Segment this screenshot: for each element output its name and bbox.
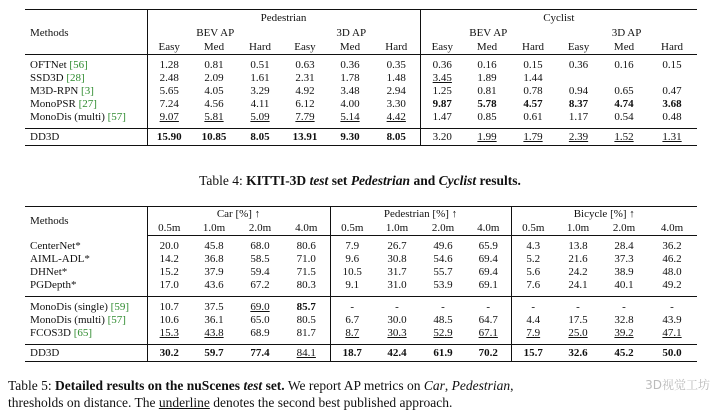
- table-cell: 7.79: [283, 111, 327, 129]
- table-cell: 0.15: [662, 59, 682, 71]
- table-cell: 48.5: [433, 314, 453, 326]
- table-cell: 58.5: [250, 253, 270, 265]
- table-cell: 77.4: [237, 345, 283, 362]
- table-cell: 3.68: [662, 98, 682, 110]
- table-row: [25, 314, 697, 327]
- method-name-cell: [25, 98, 147, 111]
- table5-group-car: Car [%] ↑: [147, 207, 330, 222]
- table-cell: 80.5: [283, 314, 330, 327]
- caption-bold: set: [328, 173, 351, 188]
- table-cell: 13.8: [568, 240, 588, 252]
- table-cell: 68.9: [237, 327, 283, 345]
- method-name: PGDepth*: [30, 279, 77, 291]
- table-cell: 5.2: [526, 253, 541, 265]
- table-cell: 67.2: [237, 279, 283, 297]
- table5-level-label: 2.0m: [237, 221, 283, 236]
- citation-ref: [57]: [107, 314, 126, 326]
- table-cell: 6.12: [295, 98, 315, 110]
- method-name: FCOS3D: [30, 327, 71, 339]
- table-cell: 50.0: [647, 345, 697, 362]
- table-cell: -: [576, 301, 580, 313]
- table5-caption: [8, 377, 720, 411]
- table-cell: 0.94: [568, 85, 589, 97]
- caption-bold: set.: [262, 378, 285, 393]
- table-cell: 28.4: [614, 240, 634, 252]
- table-cell: 43.6: [191, 279, 237, 297]
- table-cell: 15.90: [147, 129, 191, 146]
- table-cell: 32.8: [614, 314, 634, 326]
- table-cell: 49.6: [433, 240, 453, 252]
- table5-level-label: 1.0m: [191, 221, 237, 236]
- table-cell: 68.0: [250, 240, 270, 252]
- table-cell: 0.16: [477, 59, 497, 71]
- table-cell: 0.36: [340, 59, 360, 71]
- table-5: [25, 206, 697, 362]
- table5-level-label: 1.0m: [555, 221, 601, 236]
- table5-methods-header: Methods: [25, 207, 147, 236]
- table-cell: 3.48: [340, 85, 360, 97]
- table-cell: 26.7: [387, 240, 407, 252]
- table-row: [25, 279, 697, 297]
- table-cell: 71.5: [283, 266, 330, 279]
- table-cell: 1.89: [477, 72, 497, 84]
- method-name-cell: [25, 266, 147, 279]
- method-name-cell: [25, 279, 147, 297]
- table-cell: 0.61: [510, 111, 556, 129]
- table4-group-pedestrian: Pedestrian: [147, 10, 420, 27]
- table-cell: 9.87: [432, 98, 452, 110]
- method-name-cell: [25, 72, 147, 85]
- table-cell: -: [622, 301, 626, 313]
- table-cell: 81.7: [283, 327, 330, 345]
- table4-level-label: Easy: [147, 40, 191, 55]
- caption-bold: and: [410, 173, 439, 188]
- table-cell: -: [441, 301, 445, 313]
- method-name-cell: [25, 111, 147, 129]
- table-cell: 70.2: [466, 345, 511, 362]
- table-cell: 7.9: [511, 327, 555, 345]
- table4-level-label: Easy: [420, 40, 464, 55]
- table-cell: 1.79: [510, 129, 556, 146]
- table-cell: 31.0: [374, 279, 420, 297]
- table-cell: 0.35: [373, 55, 420, 73]
- table-cell: 0.15: [523, 59, 543, 71]
- caption-italic: Car: [423, 378, 445, 393]
- citation-ref: [28]: [66, 72, 85, 84]
- table-row: [25, 55, 697, 73]
- caption-text: ,: [444, 378, 452, 393]
- table-cell: 52.9: [420, 327, 466, 345]
- table-cell: 32.6: [555, 345, 601, 362]
- table-cell: 1.47: [420, 111, 464, 129]
- table-cell: 8.7: [330, 327, 374, 345]
- table-cell: [601, 72, 647, 85]
- table-cell: 0.85: [464, 111, 510, 129]
- table-cell: 71.0: [283, 253, 330, 266]
- citation-ref: [65]: [73, 327, 93, 339]
- method-name-cell: [25, 327, 147, 345]
- table-cell: 5.14: [327, 111, 373, 129]
- table-cell: 42.4: [374, 345, 420, 362]
- table-cell: 7.6: [511, 279, 555, 297]
- method-name: DD3D: [25, 345, 147, 362]
- table-cell: 3.29: [250, 85, 270, 97]
- caption-text: We report AP metrics on: [284, 378, 424, 393]
- table-cell: 4.42: [373, 111, 420, 129]
- table-cell: 65.9: [466, 236, 511, 254]
- caption-prefix: Table 4:: [199, 173, 247, 188]
- method-name-cell: [25, 297, 147, 315]
- table-cell: 37.3: [614, 253, 634, 265]
- table-cell: 30.8: [387, 253, 407, 265]
- table-cell: [556, 72, 601, 85]
- table4-methods-header: Methods: [25, 26, 147, 40]
- table-cell: 43.8: [191, 327, 237, 345]
- table-cell: 14.2: [159, 253, 179, 265]
- table-row: [25, 111, 697, 129]
- table-cell: 2.39: [556, 129, 601, 146]
- caption-italic: Pedestrian: [451, 378, 511, 393]
- table-cell: -: [466, 297, 511, 315]
- table-row-final: [25, 129, 697, 146]
- table-cell: 36.1: [204, 314, 224, 326]
- table-cell: 0.65: [614, 85, 634, 97]
- table-cell: 5.65: [159, 85, 179, 97]
- caption-text: denotes the second best published approach.: [209, 395, 453, 410]
- table4-caption: [0, 172, 720, 189]
- table-cell: -: [350, 301, 355, 313]
- method-name: CenterNet*: [30, 239, 81, 252]
- table-row-final: [25, 345, 697, 362]
- table-row: [25, 72, 697, 85]
- table-cell: 0.48: [647, 111, 697, 129]
- table-cell: 2.09: [204, 72, 224, 84]
- table-cell: 39.2: [601, 327, 647, 345]
- table-cell: -: [531, 301, 536, 313]
- table4-level-label: Easy: [556, 40, 601, 55]
- table-cell: 0.16: [614, 59, 634, 71]
- table-cell: 4.4: [526, 314, 541, 326]
- table4-group-cyclist: Cyclist: [420, 10, 697, 27]
- table5-group-bicycle: Bicycle [%] ↑: [511, 207, 697, 222]
- table-cell: 9.1: [330, 279, 374, 297]
- table-cell: 37.9: [204, 266, 224, 278]
- citation-ref: [27]: [78, 98, 97, 110]
- method-name-cell: [25, 55, 147, 73]
- table4-level-label: Hard: [510, 40, 556, 55]
- method-name-cell: [25, 85, 147, 98]
- caption-italic: Pedestrian: [350, 173, 411, 188]
- table5-level-label: 4.0m: [466, 221, 511, 236]
- table-cell: 1.61: [250, 72, 270, 84]
- table-cell: 4.3: [526, 240, 541, 252]
- table-cell: 1.44: [523, 72, 543, 84]
- table-cell: 6.7: [345, 314, 360, 326]
- table-row: [25, 266, 697, 279]
- table4-level-label: Hard: [373, 40, 420, 55]
- table-cell: 1.17: [556, 111, 601, 129]
- caption-text: thresholds on distance. The: [8, 395, 159, 410]
- table-cell: 0.78: [523, 85, 543, 97]
- table-cell: 80.3: [283, 279, 330, 297]
- table-cell: 10.7: [159, 301, 179, 313]
- table4-level-header: [25, 40, 697, 55]
- table4-subgroup-header: [25, 26, 697, 40]
- method-name: M3D-RPN: [30, 85, 79, 97]
- table-cell: 9.6: [345, 253, 360, 265]
- citation-ref: [56]: [69, 59, 88, 71]
- table-cell: 2.94: [373, 85, 420, 98]
- citation-ref: [3]: [81, 85, 94, 97]
- method-name: MonoDis (single): [30, 301, 108, 313]
- table4-level-label: Easy: [283, 40, 327, 55]
- table-cell: 0.63: [295, 59, 315, 71]
- table-cell: 1.31: [647, 129, 697, 146]
- table-cell: [647, 72, 697, 85]
- table4-level-label: Med: [327, 40, 373, 55]
- table-cell: 24.1: [555, 279, 601, 297]
- table-cell: 85.7: [283, 297, 330, 315]
- table5-level-label: 0.5m: [147, 221, 191, 236]
- table-cell: 0.81: [477, 85, 497, 97]
- table-cell: 47.1: [647, 327, 697, 345]
- table-cell: 55.7: [433, 266, 453, 278]
- caption-line-1: [8, 377, 720, 394]
- table-cell: 37.5: [204, 301, 224, 313]
- table-cell: 59.7: [191, 345, 237, 362]
- table-cell: 49.2: [647, 279, 697, 297]
- table-row: [25, 236, 697, 254]
- table-cell: 4.57: [523, 98, 543, 110]
- table-cell: 30.2: [147, 345, 191, 362]
- caption-underline-word: underline: [158, 395, 210, 410]
- table-cell: 2.31: [295, 72, 315, 84]
- table-cell: 0.36: [568, 59, 589, 71]
- table-cell: 54.6: [433, 253, 453, 265]
- table5-level-label: 4.0m: [283, 221, 330, 236]
- caption-bold: KITTI-3D: [246, 173, 310, 188]
- table-cell: 59.4: [250, 266, 270, 278]
- table-cell: 1.99: [464, 129, 510, 146]
- citation-ref: [59]: [110, 301, 129, 313]
- caption-line-2: [8, 394, 720, 411]
- caption-prefix: Table 5:: [8, 378, 56, 393]
- table-cell: 3.20: [420, 129, 464, 146]
- table-cell: 48.0: [662, 266, 682, 278]
- table-cell: 80.6: [283, 236, 330, 254]
- table5-level-label: 1.0m: [374, 221, 420, 236]
- table-row: [25, 98, 697, 111]
- table-cell: 7.24: [159, 98, 179, 110]
- table-cell: 8.37: [568, 98, 589, 110]
- method-name: SSD3D: [30, 72, 64, 84]
- table-cell: -: [670, 301, 674, 313]
- table-cell: 0.54: [601, 111, 647, 129]
- table-cell: 84.1: [283, 345, 330, 362]
- table4-group-header: [25, 10, 697, 27]
- table-cell: 69.1: [466, 279, 511, 297]
- method-name: MonoDis (multi): [30, 111, 105, 123]
- table-cell: 36.2: [662, 240, 682, 252]
- table-4: [25, 9, 697, 146]
- citation-ref: [57]: [107, 111, 126, 123]
- table-cell: 5.81: [191, 111, 237, 129]
- method-name: MonoDis (multi): [30, 314, 105, 326]
- table-cell: 18.7: [330, 345, 374, 362]
- caption-bold: results.: [476, 173, 521, 188]
- table-cell: 61.9: [420, 345, 466, 362]
- method-name: DD3D: [25, 129, 147, 146]
- table-cell: 9.07: [147, 111, 191, 129]
- table-cell: 1.78: [340, 72, 360, 84]
- table-cell: 0.51: [250, 59, 270, 71]
- table-cell: 40.1: [601, 279, 647, 297]
- table-cell: 46.2: [662, 253, 682, 265]
- table-cell: 15.7: [511, 345, 555, 362]
- table-cell: 4.05: [204, 85, 224, 97]
- table-cell: 3.30: [373, 98, 420, 111]
- table4-subgroup: BEV AP: [469, 26, 508, 39]
- table-cell: 0.36: [432, 59, 452, 71]
- table5-level-label: 4.0m: [647, 221, 697, 236]
- table5-group-header: [25, 207, 697, 222]
- table4-subgroup: BEV AP: [196, 26, 235, 39]
- table-cell: 64.7: [466, 314, 511, 327]
- caption-italic: test: [309, 173, 329, 188]
- method-name-cell: [25, 253, 147, 266]
- table-cell: 4.56: [204, 98, 224, 110]
- method-name-cell: [25, 314, 147, 327]
- table5-level-label: 0.5m: [330, 221, 374, 236]
- table-cell: 65.0: [250, 314, 270, 326]
- table4-level-label: Med: [464, 40, 510, 55]
- table-cell: 1.48: [373, 72, 420, 85]
- table-cell: 4.11: [250, 98, 270, 110]
- table4-subgroup: 3D AP: [283, 26, 420, 40]
- table-row: [25, 253, 697, 266]
- table-cell: 45.2: [601, 345, 647, 362]
- table5-level-label: 2.0m: [601, 221, 647, 236]
- table-cell: 0.47: [662, 85, 682, 97]
- table-cell: 20.0: [159, 240, 179, 252]
- table-cell: 10.85: [191, 129, 237, 146]
- table-cell: 5.6: [526, 266, 541, 278]
- table-cell: 0.81: [204, 59, 224, 71]
- table-row: [25, 327, 697, 345]
- table-cell: 45.8: [204, 240, 224, 252]
- method-name: DHNet*: [30, 266, 68, 278]
- method-name-cell: [25, 236, 147, 254]
- table-cell: 7.9: [345, 240, 360, 252]
- table4-level-label: Hard: [237, 40, 283, 55]
- table-cell: 69.0: [250, 301, 270, 313]
- table-cell: 69.4: [466, 266, 511, 279]
- table-cell: 2.48: [159, 72, 179, 84]
- table-cell: 30.0: [387, 314, 407, 326]
- table-cell: 53.9: [420, 279, 466, 297]
- table-cell: 21.6: [568, 253, 588, 265]
- table-cell: 25.0: [555, 327, 601, 345]
- table-cell: 9.30: [327, 129, 373, 146]
- table-cell: 5.09: [237, 111, 283, 129]
- table-cell: 43.9: [662, 314, 682, 326]
- table-cell: 13.91: [283, 129, 327, 146]
- table-cell: 17.5: [568, 314, 588, 326]
- table-cell: 8.05: [237, 129, 283, 146]
- method-name: MonoPSR: [30, 98, 76, 110]
- table4-level-label: Hard: [647, 40, 697, 55]
- method-name: OFTNet: [30, 59, 67, 71]
- table-cell: -: [395, 301, 399, 313]
- table-row: [25, 297, 697, 315]
- table4-level-label: Med: [191, 40, 237, 55]
- table-cell: 31.7: [387, 266, 407, 278]
- method-name: AIML-ADL*: [30, 253, 90, 265]
- table5-group-pedestrian: Pedestrian [%] ↑: [330, 207, 511, 222]
- caption-bold: Detailed results on the nuScenes: [55, 378, 244, 393]
- table-cell: 5.78: [477, 98, 497, 110]
- table-cell: 3.45: [432, 72, 452, 84]
- table4-level-label: Med: [601, 40, 647, 55]
- table-cell: 38.9: [614, 266, 634, 278]
- table-cell: 67.1: [466, 327, 511, 345]
- table-cell: 8.05: [373, 129, 420, 146]
- table5-level-label: 0.5m: [511, 221, 555, 236]
- table-cell: 30.3: [374, 327, 420, 345]
- table-cell: 36.8: [204, 253, 224, 265]
- caption-text: ,: [510, 378, 514, 393]
- table-cell: 4.74: [614, 98, 634, 110]
- table-cell: 10.6: [159, 314, 179, 326]
- table4-subgroup: 3D AP: [611, 26, 642, 39]
- table-cell: 1.28: [159, 59, 179, 71]
- table-row: [25, 85, 697, 98]
- table5-level-label: 2.0m: [420, 221, 466, 236]
- table-cell: 1.52: [601, 129, 647, 146]
- table-cell: 1.25: [432, 85, 452, 97]
- table-cell: 4.92: [295, 85, 315, 97]
- table-cell: 17.0: [147, 279, 191, 297]
- table-cell: 69.4: [466, 253, 511, 266]
- caption-italic: Cyclist: [438, 173, 477, 188]
- table-cell: 15.3: [147, 327, 191, 345]
- table-cell: 24.2: [568, 266, 588, 278]
- table-cell: 4.00: [340, 98, 360, 110]
- table-cell: 10.5: [342, 266, 362, 278]
- table-cell: 15.2: [159, 266, 179, 278]
- watermark: 3D视觉工坊: [645, 378, 710, 392]
- caption-italic: test: [243, 378, 263, 393]
